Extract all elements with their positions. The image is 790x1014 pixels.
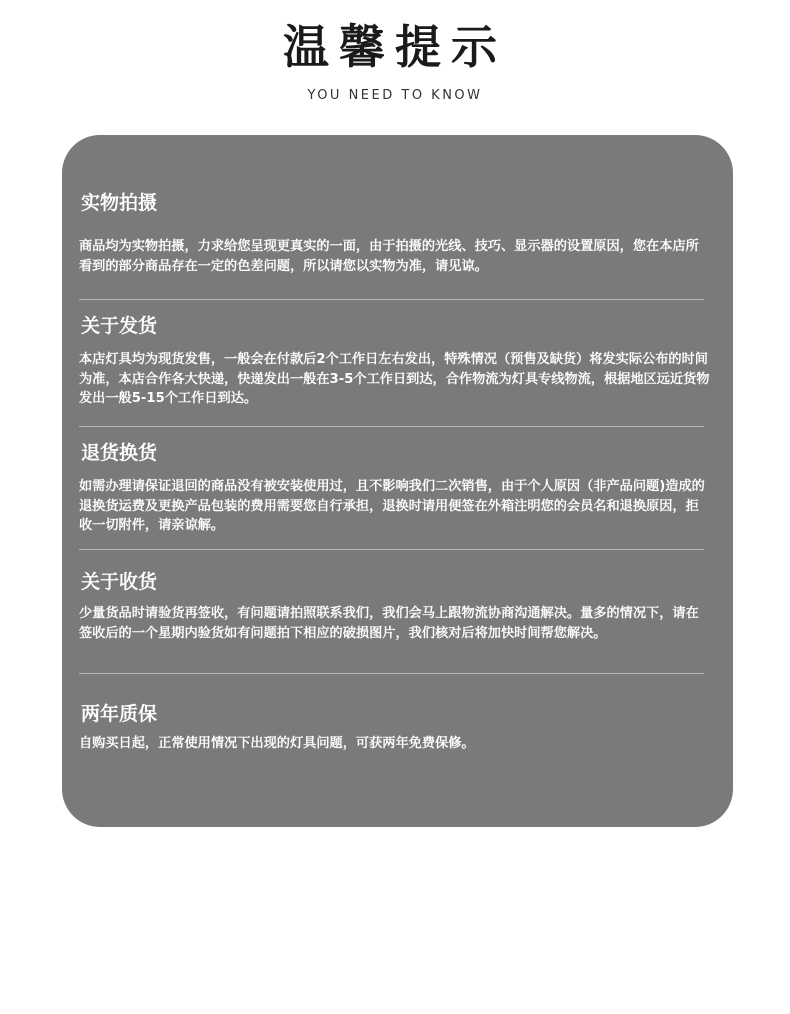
- section-body: 本店灯具均为现货发售，一般会在付款后2个工作日左右发出，特殊情况（预售及缺货）将发实际公布的时间为准，本店合作各大快递，快递发出一般在3-5个工作日到达，合作物流为灯具专线物流，根据地区远近货物发出一般5-15个工作日到达。: [79, 352, 710, 406]
- section-divider: [79, 673, 704, 674]
- section-heading: 实物拍摄: [81, 192, 158, 214]
- page-title: 温馨提示: [283, 20, 507, 74]
- section-heading: 退货换货: [81, 442, 158, 464]
- section-heading: 关于收货: [81, 571, 158, 593]
- section-body: 自购买日起，正常使用情况下出现的灯具问题，可获两年免费保修。: [79, 736, 475, 751]
- notice-panel: [62, 135, 733, 827]
- page-subtitle: YOU NEED TO KNOW: [307, 88, 483, 103]
- section-divider: [79, 426, 704, 427]
- section-divider: [79, 299, 704, 300]
- section-body: 如需办理请保证退回的商品没有被安装使用过，且不影响我们二次销售，由于个人原因（非产品问题)造成的退换货运费及更换产品包装的费用需要您自行承担，退换时请用便签在外箱注明您的会员名和退换原因，拒收一切附件，请亲谅解。: [79, 479, 705, 533]
- section-divider: [79, 549, 704, 550]
- section-heading: 关于发货: [81, 315, 158, 337]
- section-body: 少量货品时请验货再签收，有问题请拍照联系我们，我们会马上跟物流协商沟通解决。量多的情况下，请在签收后的一个星期内验货如有问题拍下相应的破损图片，我们核对后将加快时间帮您解决。: [79, 606, 699, 641]
- section-body: 商品均为实物拍摄，力求给您呈现更真实的一面，由于拍摄的光线、技巧、显示器的设置原因，您在本店所看到的部分商品存在一定的色差问题，所以请您以实物为准，请见谅。: [79, 239, 699, 274]
- section-heading: 两年质保: [81, 703, 158, 725]
